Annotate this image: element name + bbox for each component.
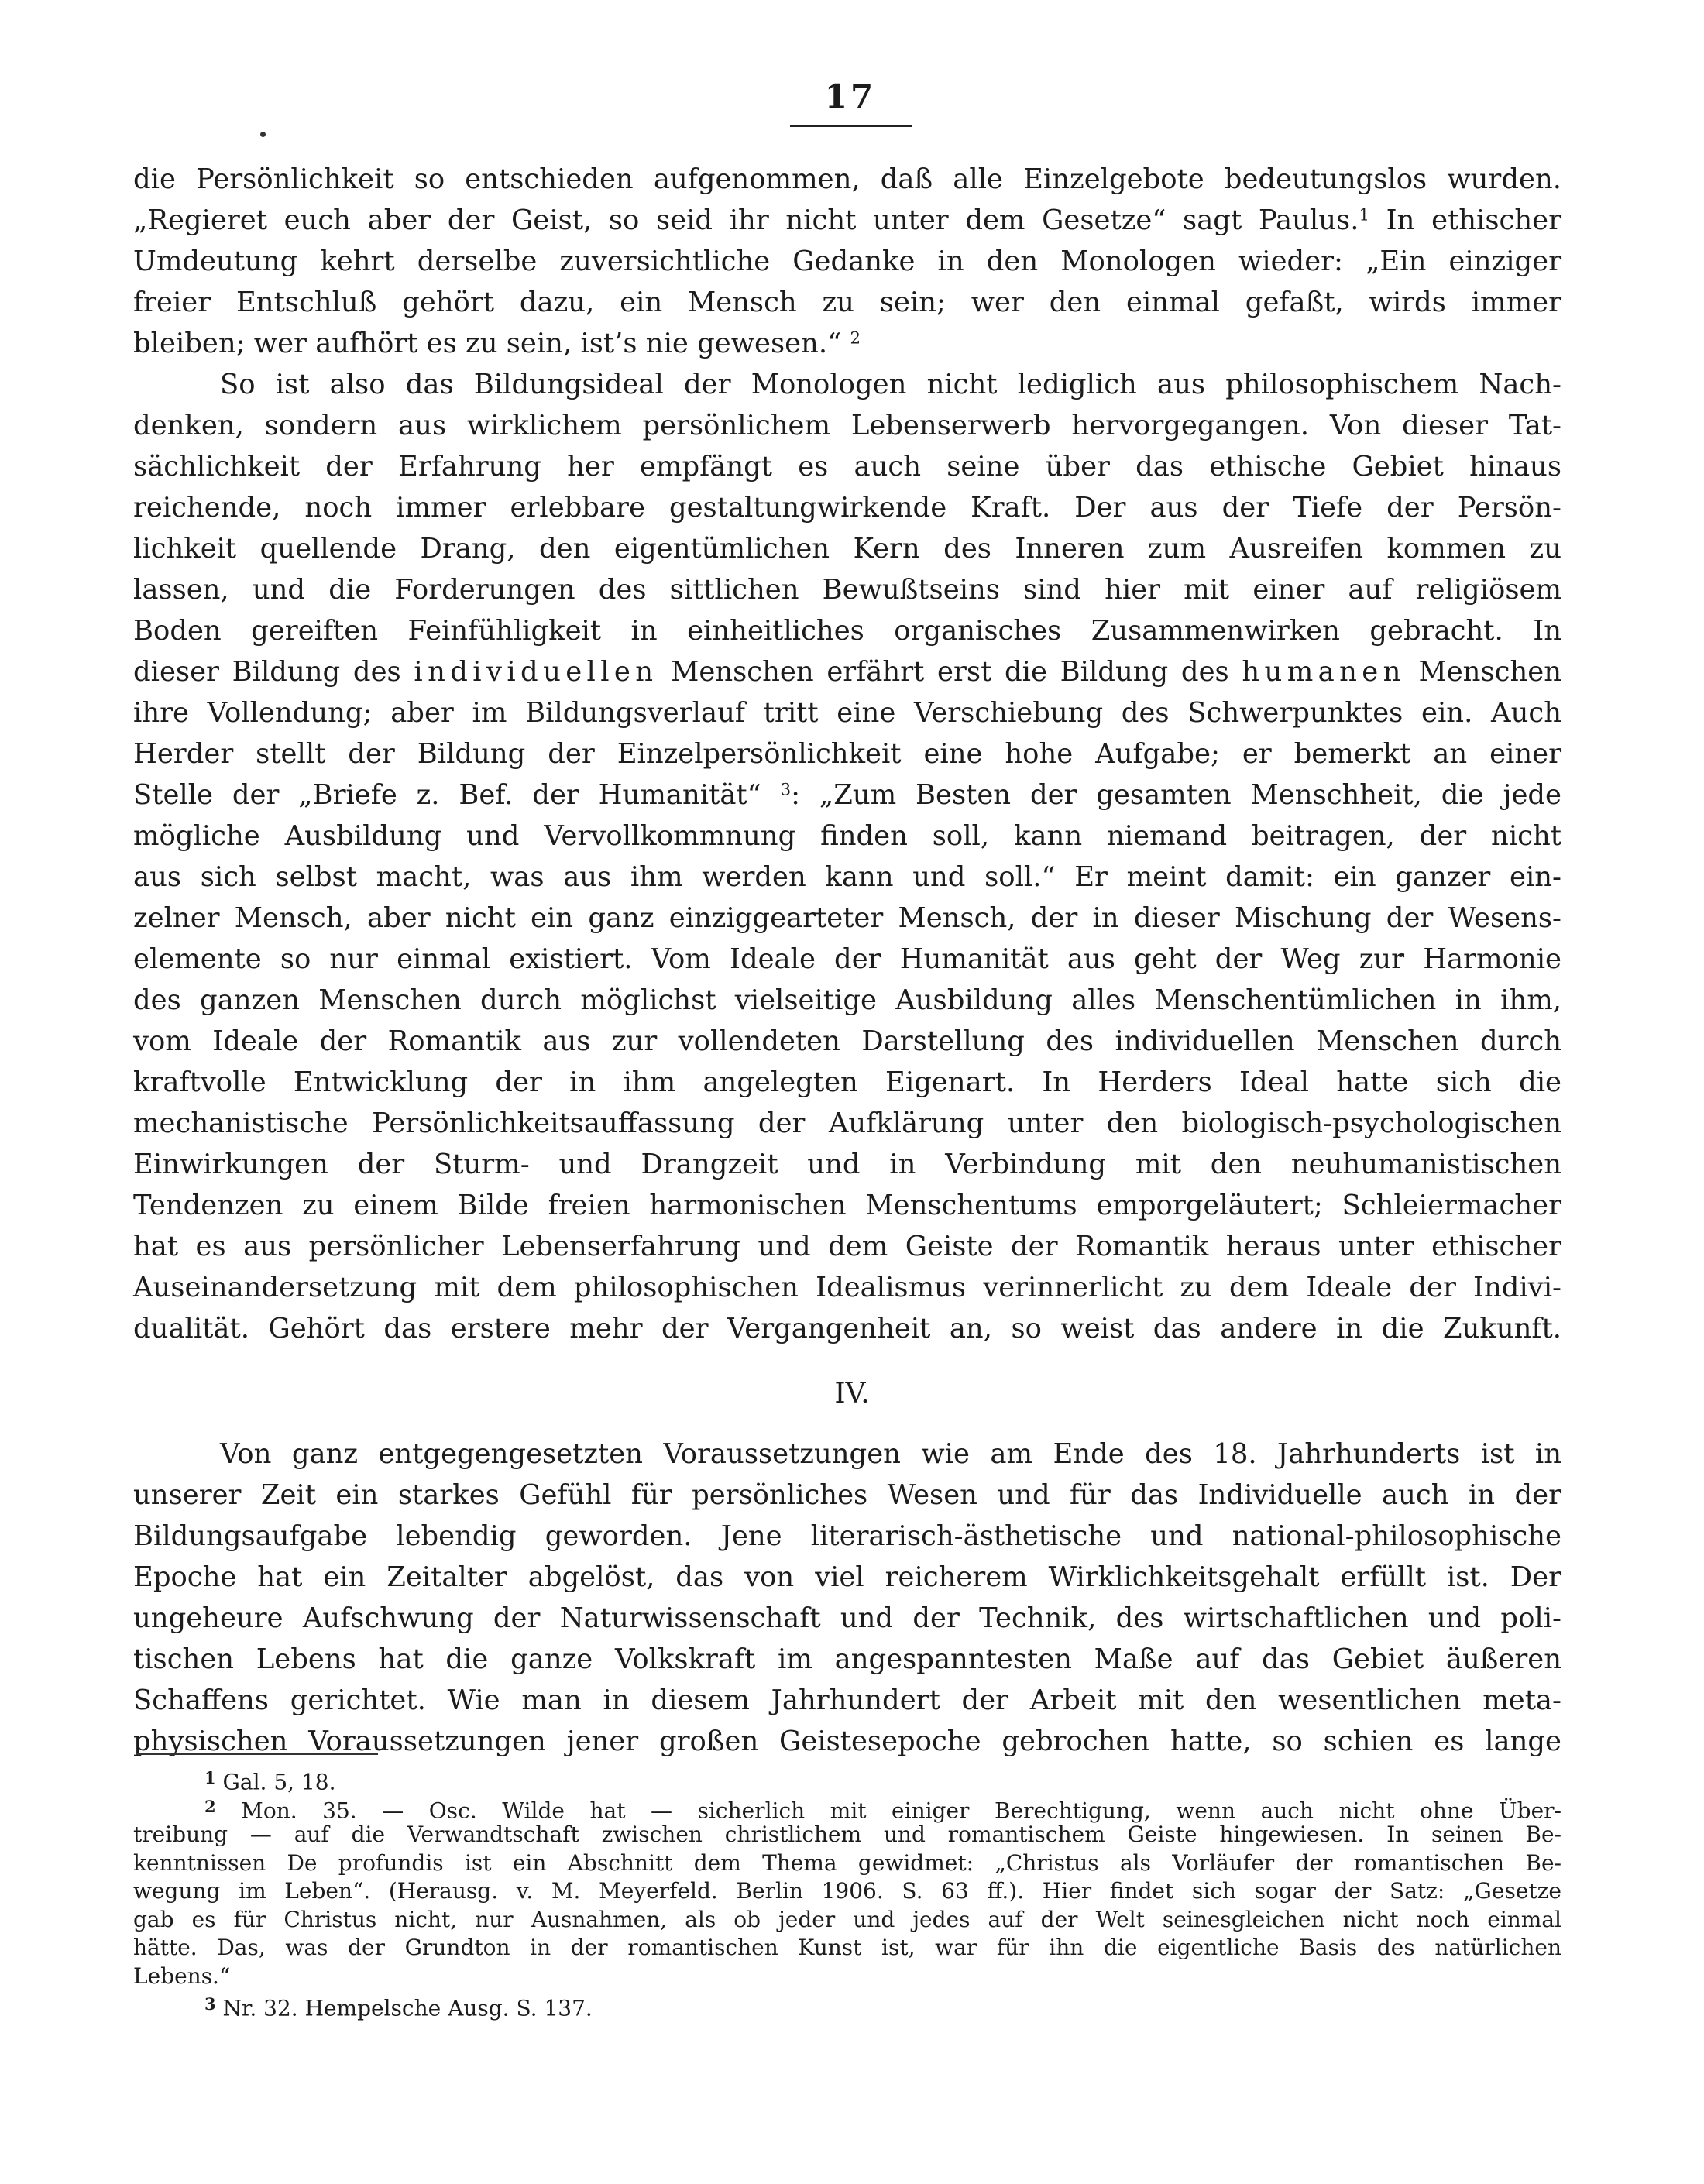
text-segment: freier Entschluß gehört dazu, ein Mensch zu sein; wer den einmal gefaßt, wirds immer (133, 287, 1561, 318)
text-line (133, 651, 1561, 692)
text-line (133, 282, 1561, 323)
section-paragraph (133, 1434, 1561, 1762)
text-line (133, 898, 1561, 939)
text-segment: Menschen (1405, 656, 1561, 688)
text-segment: vom Ideale der Romantik aus zur vollendeten Darstellung des individuellen Menschen durch (133, 1025, 1561, 1057)
text-segment: hat es aus persönlicher Lebenserfahrung und dem Geiste der Romantik heraus unter ethischer (133, 1231, 1561, 1262)
text-line (133, 1721, 1561, 1762)
text-segment: Menschen erfährt erst die Bildung des (658, 656, 1242, 688)
emphasized-text: humanen (1242, 656, 1406, 688)
text-segment: lichkeit quellende Drang, den eigentümlichen Kern des Inneren zum Ausreifen kommen zu (133, 533, 1561, 565)
print-speck (260, 132, 266, 137)
footnote-reference: 3 (780, 780, 792, 800)
text-line (133, 1877, 1561, 1906)
text-line (133, 1934, 1561, 1963)
text-line (133, 857, 1561, 898)
text-segment: Bildungsaufgabe lebendig geworden. Jene literarisch-ästhetische und national-philosophische (133, 1520, 1561, 1552)
text-segment: lassen, und die Forderungen des sittlichen Bewußtseins sind hier mit einer auf religiösem (133, 574, 1561, 606)
text-segment: Herder stellt der Bildung der Einzelpersönlichkeit eine hohe Aufgabe; er bemerkt an einer (133, 738, 1561, 770)
text-segment: Gal. 5, 18. (215, 1769, 336, 1795)
text-segment: In ethischer (1369, 204, 1561, 236)
text-segment: Boden gereiften Feinfühligkeit in einheitliches organisches Zusammenwirken gebracht. In (133, 615, 1561, 647)
text-segment: kraftvolle Entwicklung der in ihm angelegten Eigenart. In Herders Ideal hatte sich die (133, 1066, 1561, 1098)
footnote-number: 1 (204, 1768, 216, 1787)
footnote-rule (136, 1753, 378, 1755)
text-line (133, 980, 1561, 1021)
page-number: 17 (824, 77, 877, 115)
text-segment: Umdeutung kehrt derselbe zuversichtliche Gedanke in den Monologen wieder: „Ein einziger (133, 246, 1561, 277)
text-line (133, 487, 1561, 528)
text-segment: tischen Lebens hat die ganze Volkskraft im angespanntesten Maße auf das Gebiet äußeren (133, 1643, 1561, 1675)
text-line (133, 1963, 1561, 1991)
text-line (133, 816, 1561, 857)
text-segment: Mon. 35. — Osc. Wilde hat — sicherlich mit einiger Berechtigung, wenn auch nicht ohne Über- (215, 1797, 1561, 1823)
text-segment: ungeheure Aufschwung der Naturwissenschaft und der Technik, des wirtschaftlichen und poli- (133, 1602, 1561, 1634)
text-line (133, 1639, 1561, 1680)
text-segment: kenntnissen De profundis ist ein Abschnitt dem Thema gewidmet: „Christus als Vorläufer der romantischen Be- (133, 1849, 1561, 1876)
text-segment: wegung im Leben“. (Herausg. v. M. Meyerfeld. Berlin 1906. S. 63 ff.). Hier findet sich sogar der Satz: „Gesetze (133, 1878, 1561, 1904)
text-segment: des ganzen Menschen durch möglichst vielseitige Ausbildung alles Menschentümlichen in ihm, (133, 984, 1561, 1016)
text-line (133, 364, 1561, 405)
main-paragraphs (133, 159, 1561, 1349)
text-line (133, 774, 1561, 816)
text-line (133, 569, 1561, 610)
text-line (133, 159, 1561, 200)
page-number-rule (790, 125, 912, 127)
text-segment: sächlichkeit der Erfahrung her empfängt es auch seine über das ethische Gebiet hinaus (133, 451, 1561, 482)
text-line (133, 1103, 1561, 1144)
text-segment: bleiben; wer aufhört es zu sein, ist’s nie gewesen.“ (133, 328, 850, 359)
text-line (133, 1516, 1561, 1557)
text-segment: reichende, noch immer erlebbare gestaltungwirkende Kraft. Der aus der Tiefe der Persön- (133, 492, 1561, 524)
text-line (133, 1793, 1561, 1822)
text-segment: Nr. 32. Hempelsche Ausg. S. 137. (215, 1995, 593, 2021)
text-segment: physischen Voraussetzungen jener großen Geistesepoche gebrochen hatte, so schien es lange (133, 1726, 1561, 1757)
text-segment: dualität. Gehört das erstere mehr der Vergangenheit an, so weist das andere in die Zukunft. (133, 1313, 1561, 1344)
text-segment: Einwirkungen der Sturm- und Drangzeit und in Verbindung mit den neuhumanistischen (133, 1149, 1561, 1180)
text-segment: die Persönlichkeit so entschieden aufgenommen, daß alle Einzelgebote bedeutungslos wurden. (133, 163, 1561, 195)
text-segment: So ist also das Bildungsideal der Monologen nicht lediglich aus philosophischem Nach- (220, 369, 1561, 400)
text-line (133, 939, 1561, 980)
text-segment: unserer Zeit ein starkes Gefühl für persönliches Wesen und für das Individuelle auch in der (133, 1479, 1561, 1511)
text-line (133, 1144, 1561, 1185)
text-line (133, 733, 1561, 774)
text-line (133, 610, 1561, 651)
text-line (133, 1557, 1561, 1598)
text-segment: mögliche Ausbildung und Vervollkommnung finden soll, kann niemand beitragen, der nicht (133, 820, 1561, 852)
text-segment: Schaffens gerichtet. Wie man in diesem Jahrhundert der Arbeit mit den wesentlichen meta- (133, 1684, 1561, 1716)
text-segment: „Regieret euch aber der Geist, so seid ihr nicht unter dem Gesetze“ sagt Paulus. (133, 204, 1359, 236)
text-line (133, 1680, 1561, 1721)
text-line (133, 1308, 1561, 1349)
text-segment: gab es für Christus nicht, nur Ausnahmen, als ob jeder und jedes auf der Welt seinesgleichen nicht noch einmal (133, 1906, 1561, 1932)
text-line (133, 323, 1561, 364)
text-line (133, 1906, 1561, 1935)
text-segment: zelner Mensch, aber nicht ein ganz einziggearteter Mensch, der in dieser Mischung der Wesens- (133, 902, 1561, 934)
text-segment: Lebens.“ (133, 1963, 231, 1989)
footnotes (133, 1764, 1561, 2019)
text-line (133, 1475, 1561, 1516)
text-line (133, 1764, 1561, 1793)
footnote-number: 2 (204, 1796, 216, 1816)
text-segment: treibung — auf die Verwandtschaft zwischen christlichem und romantischem Geiste hingewiesen. In seinen Be- (133, 1822, 1561, 1847)
text-line (133, 1821, 1561, 1849)
text-segment: ihre Vollendung; aber im Bildungsverlauf tritt eine Verschiebung des Schwerpunktes ein. Auch (133, 697, 1561, 729)
emphasized-text: individuellen (414, 656, 658, 688)
text-segment: aus sich selbst macht, was aus ihm werden kann und soll.“ Er meint damit: ein ganzer ein- (133, 861, 1561, 893)
text-segment: Von ganz entgegengesetzten Voraussetzungen wie am Ende des 18. Jahrhunderts ist in (220, 1438, 1561, 1470)
footnote-reference: 2 (850, 328, 861, 349)
section-heading: IV. (834, 1378, 870, 1410)
text-segment: Epoche hat ein Zeitalter abgelöst, das von viel reicherem Wirklichkeitsgehalt erfüllt ist. Der (133, 1561, 1561, 1593)
text-line (133, 1062, 1561, 1103)
text-line (133, 692, 1561, 733)
text-line (133, 528, 1561, 569)
footnote-reference: 1 (1359, 205, 1369, 225)
text-line (133, 1990, 1561, 2019)
text-line (133, 446, 1561, 487)
text-line (133, 405, 1561, 446)
text-line (133, 200, 1561, 241)
text-line (133, 1185, 1561, 1226)
text-segment: mechanistische Persönlichkeitsauffassung der Aufklärung unter den biologisch-psychologischen (133, 1107, 1561, 1139)
text-segment: dieser Bildung des (133, 656, 414, 688)
text-segment: hätte. Das, was der Grundton in der romantischen Kunst ist, war für ihn die eigentliche Basis des natürlichen (133, 1935, 1561, 1960)
text-line (133, 1434, 1561, 1475)
text-segment: Stelle der „Briefe z. Bef. der Humanität“ (133, 779, 781, 811)
text-line (133, 1021, 1561, 1062)
text-segment: elemente so nur einmal existiert. Vom Ideale der Humanität aus geht der Weg zur Harmonie (133, 943, 1561, 975)
text-segment: : „Zum Besten der gesamten Menschheit, die jede (791, 779, 1561, 811)
text-line (133, 1226, 1561, 1267)
text-line (133, 1267, 1561, 1308)
text-segment: denken, sondern aus wirklichem persönlichem Lebenserwerb hervorgegangen. Von dieser Tat- (133, 410, 1561, 441)
text-segment: Auseinandersetzung mit dem philosophischen Idealismus verinnerlicht zu dem Ideale der Indivi- (133, 1272, 1561, 1303)
text-segment: Tendenzen zu einem Bilde freien harmonischen Menschentums emporgeläutert; Schleiermacher (133, 1190, 1561, 1221)
text-line (133, 241, 1561, 282)
text-line (133, 1849, 1561, 1878)
footnote-number: 3 (204, 1994, 216, 2014)
text-line (133, 1598, 1561, 1639)
